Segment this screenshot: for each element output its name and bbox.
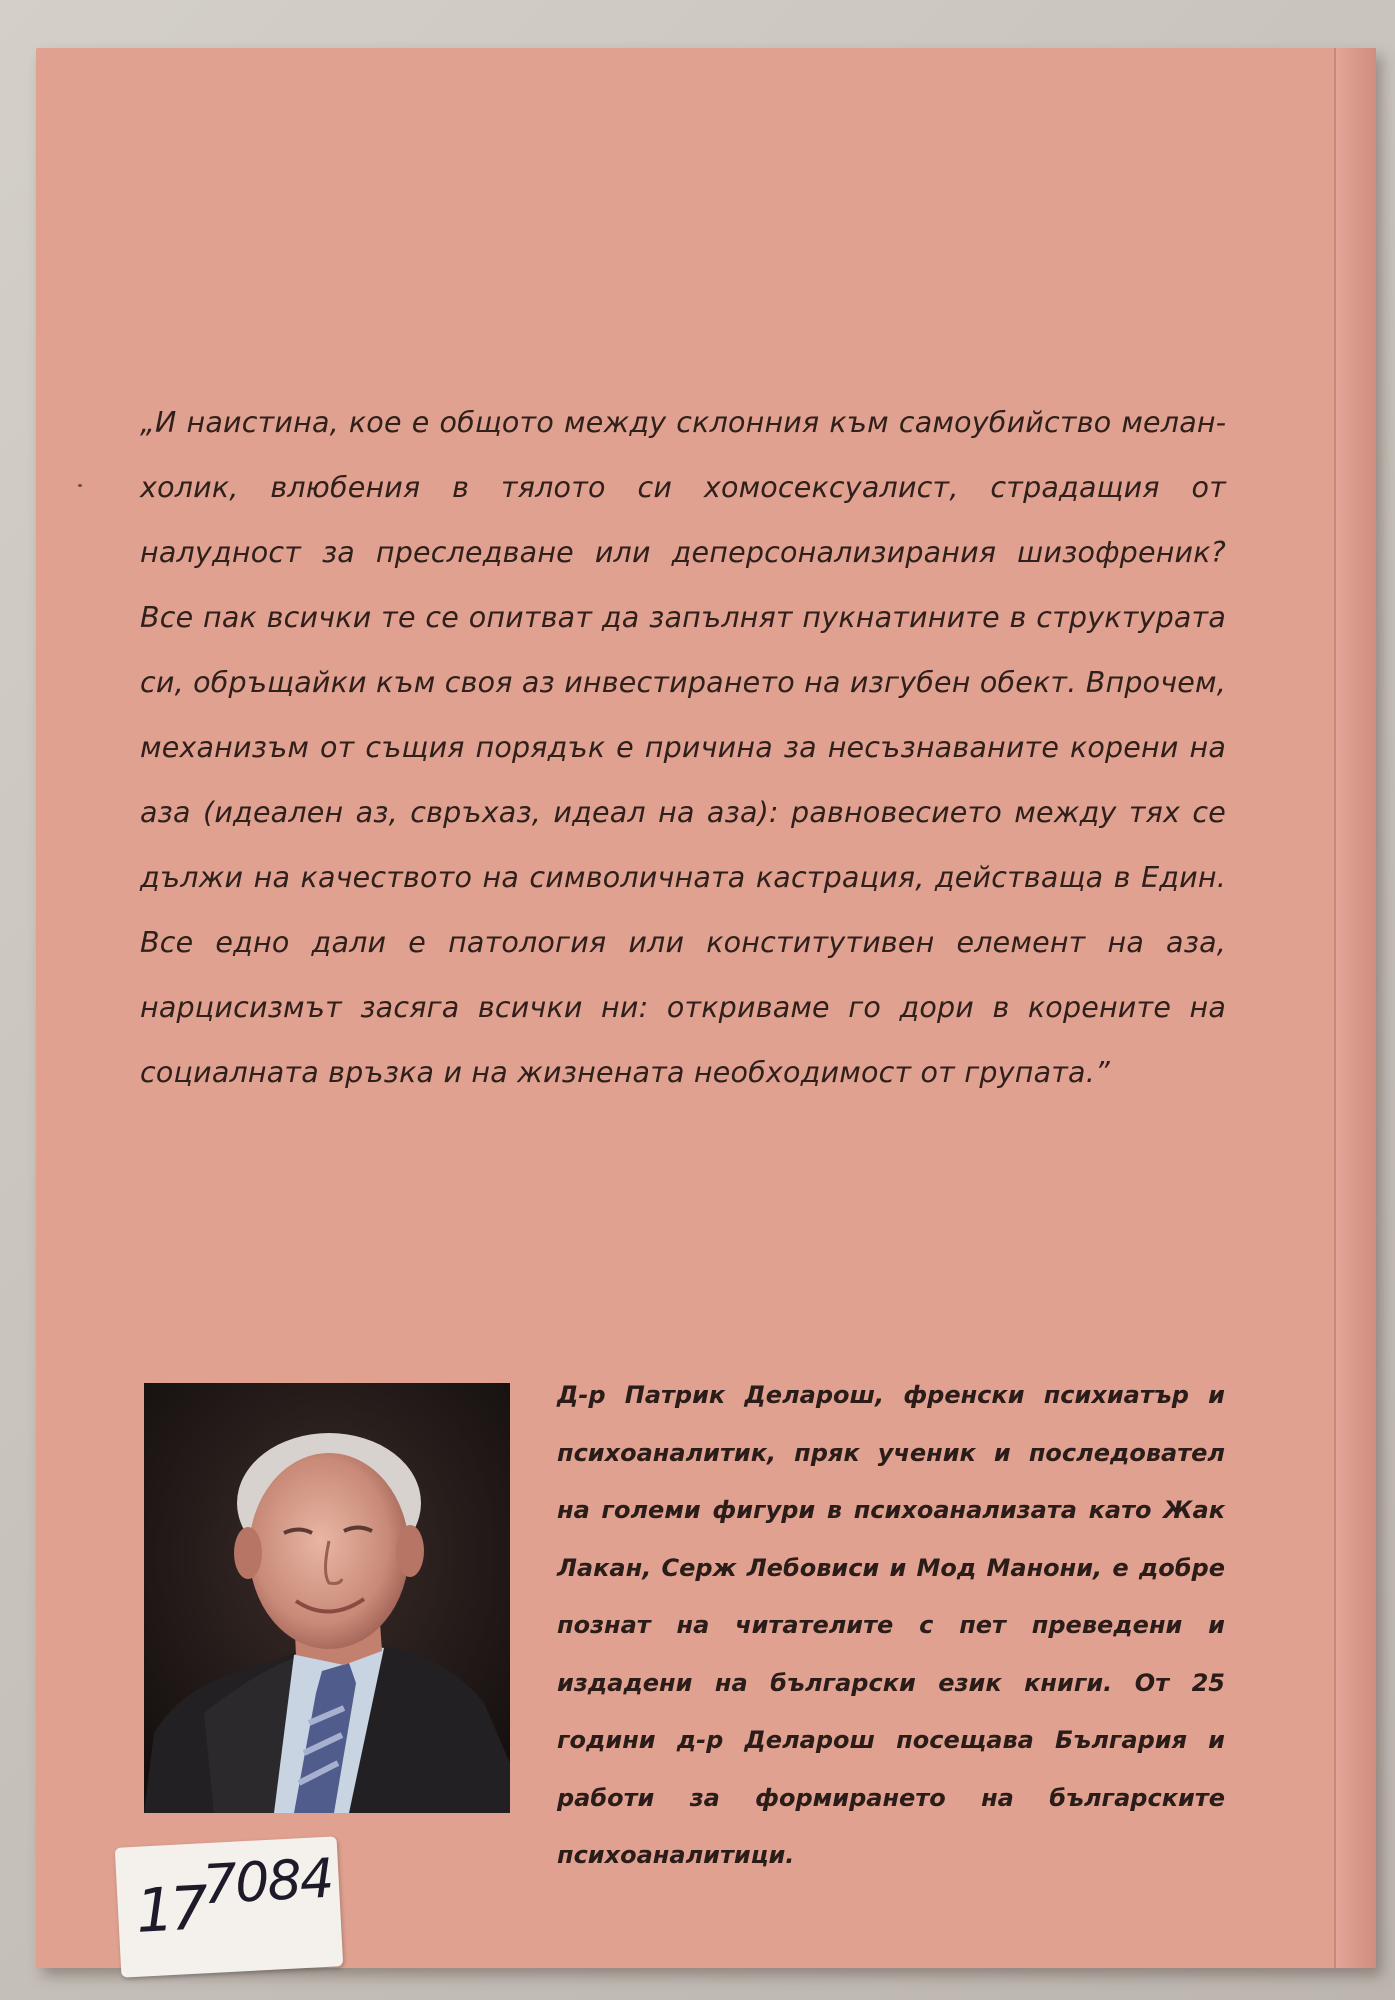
back-cover-quote: „И наистина, кое е общото между склонния към самоубийство меланхолик, влюбения в тялото си хомосексуалист, страдащия от налудност за преследване или деперсонализирания шизофреник? Все пак всички те се опитват да запълнят пукнатините в структурата си, обръщайки към своя аз инвестирането на изгубен обект. Впрочем, механизъм от същия порядък е причина за несъзнаваните корени на аза (идеален аз, свръхаз, идеал на аза): равновесието между тях се дължи на качеството на символичната кастрация, действаща в Един. Все едно дали е патология или конститутивен елемент на аза, нарцисизмът засяга всички ни: откриваме го дори в корените на социалната връзка и на жизнената необходимост от групата.” (140, 406, 1226, 1089)
sticker-number-right: 7084 (201, 1846, 334, 1917)
author-portrait-icon (144, 1383, 510, 1813)
page-edges (1336, 48, 1376, 1968)
author-photo (144, 1383, 510, 1813)
inventory-sticker (115, 1836, 343, 1977)
sticker-number-left: 17 (134, 1873, 207, 1947)
cover-fold (1334, 48, 1336, 1968)
author-bio: Д-р Патрик Деларош, френски психиатър и психоаналитик, пряк ученик и последовател на големи фигури в психоанализата като Жак Лакан, Серж Лебовиси и Мод Манони, е добре познат на читателите с пет преведени и издадени на български език книги. От 25 години д-р Деларош посещава България и работи за формирането на българските психоаналитици. (557, 1381, 1225, 1869)
speck (78, 484, 82, 487)
